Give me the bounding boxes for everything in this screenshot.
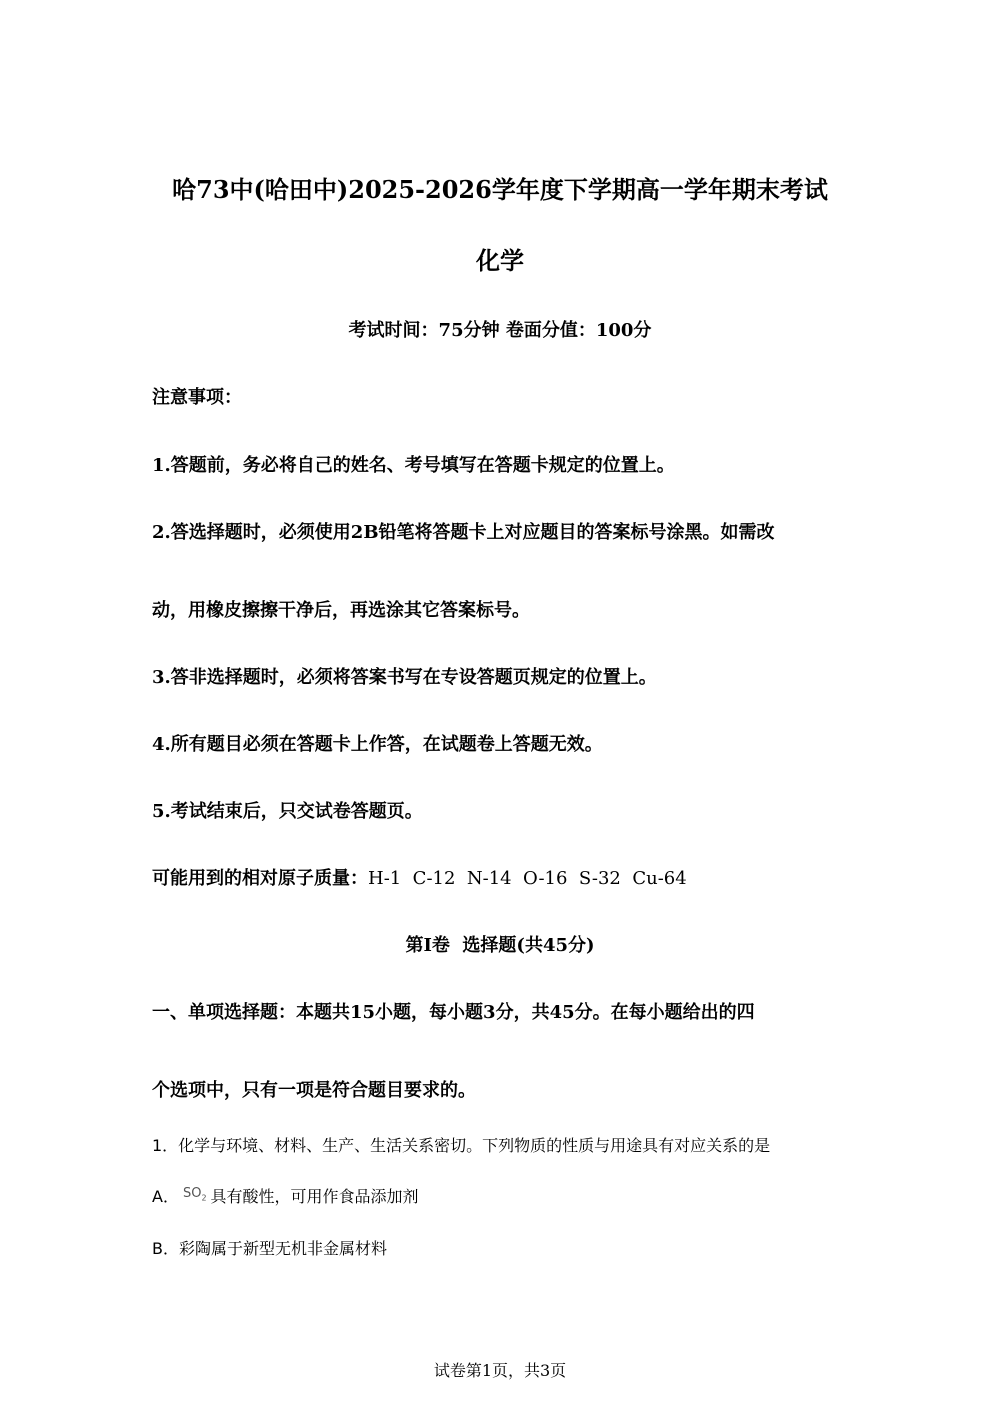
atomic-mass-label: 可能用到的相对原子质量： bbox=[152, 868, 368, 889]
notice-item-1: 1.答题前，务必将自己的姓名、考号填写在答题卡规定的位置上。 bbox=[152, 455, 675, 476]
exam-title: 哈73中(哈田中)2025-2026学年度下学期高一学年期末考试 bbox=[172, 175, 828, 204]
notice-item-3: 3.答非选择题时，必须将答案书写在专设答题页规定的位置上。 bbox=[152, 667, 657, 688]
option-a-text: 具有酸性，可用作食品添加剂 bbox=[210, 1187, 419, 1206]
option-a-label: A． bbox=[152, 1187, 179, 1206]
question-1-option-a bbox=[152, 1184, 419, 1208]
notice-item-4: 4.所有题目必须在答题卡上作答，在试题卷上答题无效。 bbox=[152, 734, 603, 755]
section-title: 第Ⅰ卷 选择题(共45分) bbox=[405, 935, 595, 956]
question-1-option-b: B．彩陶属于新型无机非金属材料 bbox=[152, 1239, 387, 1258]
notice-item-5: 5.考试结束后，只交试卷答题页。 bbox=[152, 801, 423, 822]
section-instruction-2: 个选项中，只有一项是符合题目要求的。 bbox=[152, 1080, 476, 1101]
page-footer: 试卷第1页，共3页 bbox=[433, 1361, 567, 1380]
atomic-mass-values: H-1 C-12 N-14 O-16 S-32 Cu-64 bbox=[368, 868, 687, 889]
question-1-stem: 1．化学与环境、材料、生产、生活关系密切。下列物质的性质与用途具有对应关系的是 bbox=[152, 1136, 771, 1155]
section-instruction-1: 一、单项选择题：本题共15小题，每小题3分，共45分。在每小题给出的四 bbox=[152, 1002, 755, 1023]
atomic-mass-line bbox=[152, 864, 687, 890]
option-a-formula: SO2 bbox=[182, 1186, 207, 1203]
notice-item-2: 2.答选择题时，必须使用2B铅笔将答题卡上对应题目的答案标号涂黑。如需改 bbox=[152, 522, 775, 543]
notice-heading: 注意事项： bbox=[152, 387, 242, 408]
subject-title: 化学 bbox=[476, 246, 524, 275]
notice-item-2-cont: 动，用橡皮擦擦干净后，再选涂其它答案标号。 bbox=[152, 600, 530, 621]
exam-info: 考试时间：75分钟 卷面分值：100分 bbox=[348, 320, 652, 341]
